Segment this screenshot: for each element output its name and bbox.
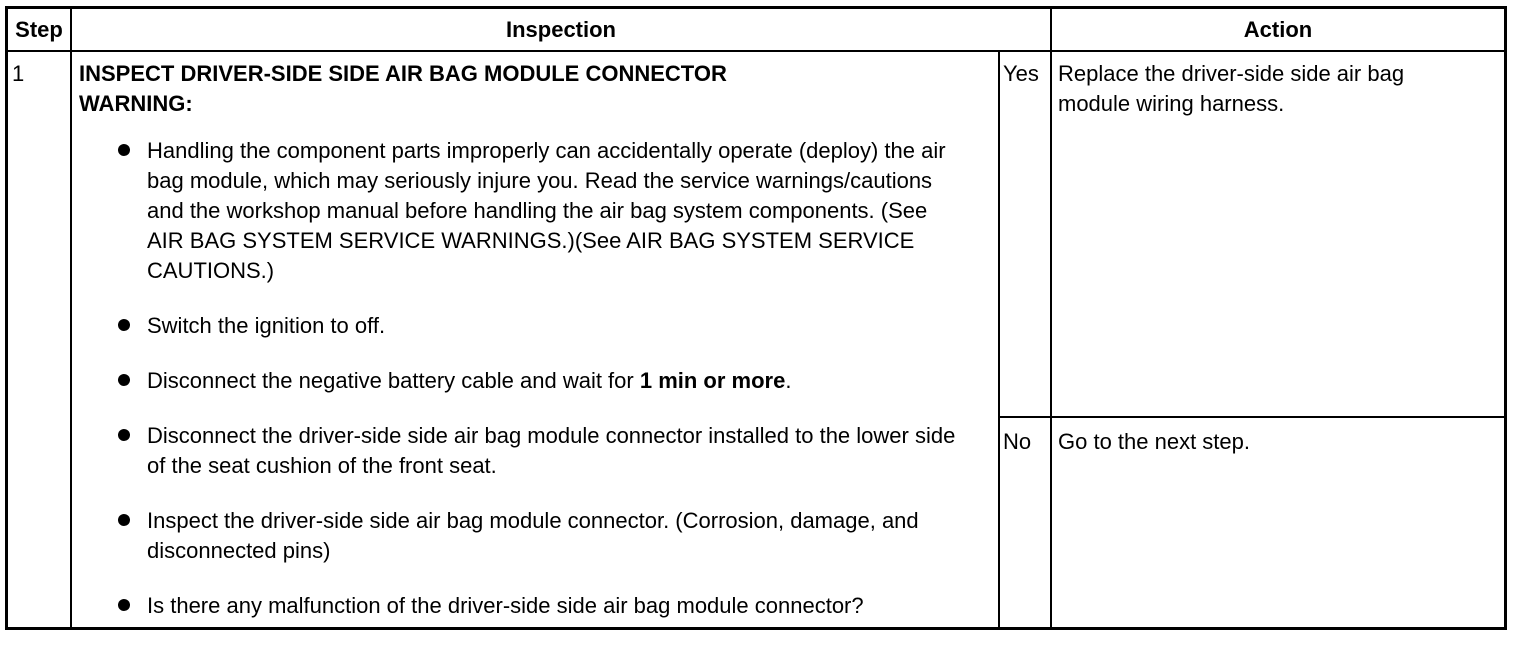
step-number: 1 [12,61,25,86]
divider-step-col [70,9,72,627]
bullet-item [118,366,968,396]
bullet-dot-icon [118,514,130,526]
bullet-text: Inspect the driver-side side air bag module connector. (Corrosion, damage, and disconnected pins) [147,508,919,563]
bullet-dot-icon [118,144,130,156]
inspection-title: INSPECT DRIVER-SIDE SIDE AIR BAG MODULE CONNECTOR [79,61,727,86]
bullet-item [118,136,968,286]
bullet-text-suffix: . [785,368,792,393]
bullet-dot-icon [118,429,130,441]
bullet-text: Switch the ignition to off. [147,313,386,338]
yes-no-divider [998,416,1504,418]
bullet-item [118,506,968,566]
bullet-text: Disconnect the driver-side side air bag module connector installed to the lower side of the seat cushion of the front seat. [147,423,956,478]
yes-action: Replace the driver-side side air bag module wiring harness. [1058,61,1405,116]
header-step: Step [15,17,63,42]
bullet-text-prefix: Disconnect the negative battery cable and wait for [147,368,640,393]
bullet-text: Is there any malfunction of the driver-side side air bag module connector? [147,593,864,618]
bullet-text-emphasis: 1 min or more [639,368,786,393]
no-action: Go to the next step. [1058,429,1251,454]
bullet-text: Handling the component parts improperly can accidentally operate (deploy) the air bag module, which may seriously injure you. Read the service warnings/cautions and the workshop manual before handling the air bag system components. (See AIR BAG SYSTEM SERVICE WARNINGS.)(See AIR BAG SYSTEM SERVICE CAUTIONS.) [147,138,946,283]
bullet-dot-icon [118,374,130,386]
bullet-dot-icon [118,599,130,611]
bullet-item [118,311,968,341]
divider-yesno-col [998,51,1000,627]
bullet-item [118,591,968,621]
warning-bullet-list [118,136,968,646]
yes-label: Yes [1003,61,1039,86]
header-inspection: Inspection [505,17,616,42]
divider-action-col [1050,9,1052,627]
header-action: Action [1243,17,1313,42]
no-label: No [1003,429,1032,454]
warning-label: WARNING: [79,91,193,116]
bullet-dot-icon [118,319,130,331]
bullet-item [118,421,968,481]
